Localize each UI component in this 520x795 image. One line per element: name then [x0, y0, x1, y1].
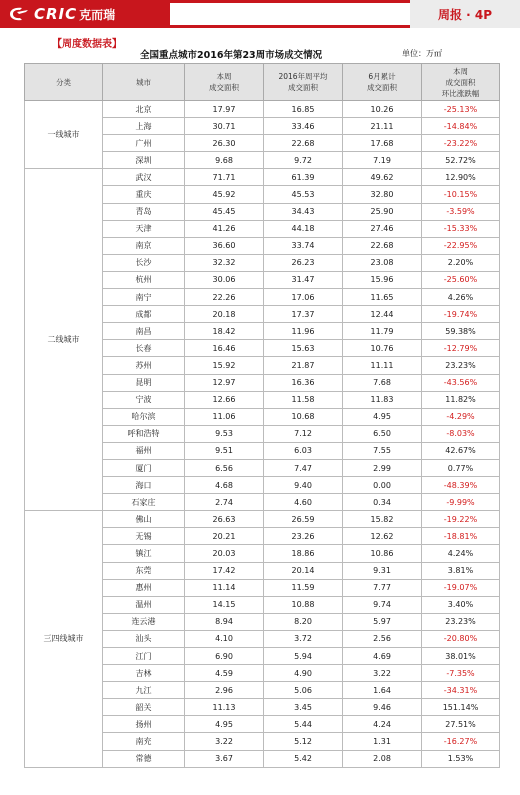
weekly-average-cell: 61.39 — [264, 169, 343, 186]
city-cell: 长春 — [103, 340, 185, 357]
june-cumulative-cell: 17.68 — [343, 135, 422, 152]
city-cell: 重庆 — [103, 186, 185, 203]
week-area-cell: 45.92 — [185, 186, 264, 203]
week-area-cell: 26.30 — [185, 135, 264, 152]
city-cell: 镇江 — [103, 545, 185, 562]
column-header-line: 分类 — [56, 77, 71, 87]
city-cell: 天津 — [103, 220, 185, 237]
june-cumulative-cell: 11.65 — [343, 289, 422, 306]
june-cumulative-cell: 10.86 — [343, 545, 422, 562]
june-cumulative-cell: 23.08 — [343, 254, 422, 271]
weekly-average-cell: 26.23 — [264, 254, 343, 271]
week-area-cell: 26.63 — [185, 511, 264, 528]
city-cell: 吉林 — [103, 665, 185, 682]
weekly-average-cell: 5.94 — [264, 648, 343, 665]
week-area-cell: 41.26 — [185, 220, 264, 237]
week-area-cell: 9.53 — [185, 425, 264, 442]
june-cumulative-cell: 7.68 — [343, 374, 422, 391]
city-cell: 南京 — [103, 237, 185, 254]
june-cumulative-cell: 7.77 — [343, 579, 422, 596]
city-cell: 南昌 — [103, 323, 185, 340]
weekly-average-cell: 17.37 — [264, 306, 343, 323]
table-row — [25, 511, 500, 528]
june-cumulative-cell: 2.56 — [343, 630, 422, 647]
weekly-average-cell: 9.72 — [264, 152, 343, 169]
city-cell: 昆明 — [103, 374, 185, 391]
june-cumulative-cell: 32.80 — [343, 186, 422, 203]
june-cumulative-cell: 9.46 — [343, 699, 422, 716]
week-area-cell: 6.90 — [185, 648, 264, 665]
logo-cn: 克而瑞 — [79, 7, 116, 22]
june-cumulative-cell: 15.96 — [343, 271, 422, 288]
column-header-line: 6月累计 — [368, 72, 396, 81]
city-cell: 九江 — [103, 682, 185, 699]
weekly-average-cell: 9.40 — [264, 477, 343, 494]
logo-swoosh-icon — [8, 6, 30, 22]
change-cell: -20.80% — [422, 630, 500, 647]
city-cell: 常德 — [103, 750, 185, 767]
june-cumulative-cell: 4.95 — [343, 408, 422, 425]
june-cumulative-cell: 22.68 — [343, 237, 422, 254]
category-cell: 二线城市 — [25, 169, 103, 511]
weekly-average-cell: 44.18 — [264, 220, 343, 237]
june-cumulative-cell: 11.83 — [343, 391, 422, 408]
week-area-cell: 4.10 — [185, 630, 264, 647]
week-area-cell: 6.56 — [185, 459, 264, 476]
change-cell: 12.90% — [422, 169, 500, 186]
city-cell: 宁波 — [103, 391, 185, 408]
week-area-cell: 11.13 — [185, 699, 264, 716]
week-area-cell: 3.67 — [185, 750, 264, 767]
week-area-cell: 4.59 — [185, 665, 264, 682]
weekly-average-cell: 22.68 — [264, 135, 343, 152]
city-cell: 哈尔滨 — [103, 408, 185, 425]
change-cell: -15.33% — [422, 220, 500, 237]
june-cumulative-cell: 2.08 — [343, 750, 422, 767]
change-cell: 151.14% — [422, 699, 500, 716]
city-cell: 南充 — [103, 733, 185, 750]
weekly-average-cell: 5.12 — [264, 733, 343, 750]
header-divider-band — [170, 3, 410, 25]
june-cumulative-cell: 49.62 — [343, 169, 422, 186]
column-header-line: 本周 — [453, 66, 468, 76]
weekly-average-cell: 33.74 — [264, 237, 343, 254]
city-cell: 武汉 — [103, 169, 185, 186]
unit-label: 单位：万㎡ — [402, 49, 442, 58]
week-area-cell: 4.68 — [185, 477, 264, 494]
week-area-cell: 22.26 — [185, 289, 264, 306]
city-cell: 杭州 — [103, 271, 185, 288]
change-cell: 4.26% — [422, 289, 500, 306]
june-cumulative-cell: 15.82 — [343, 511, 422, 528]
weekly-average-cell: 15.63 — [264, 340, 343, 357]
column-header-line: 本周 — [216, 72, 232, 81]
week-area-cell: 71.71 — [185, 169, 264, 186]
column-header-line: 环比涨跌幅 — [441, 88, 480, 98]
june-cumulative-cell: 0.00 — [343, 477, 422, 494]
column-header — [422, 64, 500, 101]
week-area-cell: 14.15 — [185, 596, 264, 613]
city-cell: 上海 — [103, 118, 185, 135]
week-area-cell: 45.45 — [185, 203, 264, 220]
week-area-cell: 12.97 — [185, 374, 264, 391]
june-cumulative-cell: 21.11 — [343, 118, 422, 135]
category-cell: 一线城市 — [25, 101, 103, 169]
weekly-average-cell: 16.85 — [264, 101, 343, 118]
week-area-cell: 2.96 — [185, 682, 264, 699]
column-header-line: 成交面积 — [209, 83, 239, 92]
week-area-cell: 15.92 — [185, 357, 264, 374]
city-cell: 扬州 — [103, 716, 185, 733]
city-cell: 佛山 — [103, 511, 185, 528]
change-cell: -43.56% — [422, 374, 500, 391]
change-cell: 42.67% — [422, 442, 500, 459]
weekly-average-cell: 4.60 — [264, 494, 343, 511]
city-cell: 江门 — [103, 648, 185, 665]
table-header-row — [25, 64, 500, 101]
weekly-average-cell: 3.72 — [264, 630, 343, 647]
week-area-cell: 20.03 — [185, 545, 264, 562]
city-cell: 广州 — [103, 135, 185, 152]
city-cell: 苏州 — [103, 357, 185, 374]
weekly-average-cell: 23.26 — [264, 528, 343, 545]
city-cell: 温州 — [103, 596, 185, 613]
june-cumulative-cell: 1.31 — [343, 733, 422, 750]
june-cumulative-cell: 5.97 — [343, 613, 422, 630]
weekly-average-cell: 11.96 — [264, 323, 343, 340]
week-area-cell: 11.06 — [185, 408, 264, 425]
transaction-table — [24, 63, 500, 768]
june-cumulative-cell: 10.76 — [343, 340, 422, 357]
june-cumulative-cell: 7.55 — [343, 442, 422, 459]
city-cell: 南宁 — [103, 289, 185, 306]
column-header — [343, 64, 422, 101]
june-cumulative-cell: 11.79 — [343, 323, 422, 340]
week-area-cell: 8.94 — [185, 613, 264, 630]
week-area-cell: 9.68 — [185, 152, 264, 169]
table-row — [25, 169, 500, 186]
june-cumulative-cell: 25.90 — [343, 203, 422, 220]
june-cumulative-cell: 27.46 — [343, 220, 422, 237]
change-cell: 0.77% — [422, 459, 500, 476]
june-cumulative-cell: 9.31 — [343, 562, 422, 579]
week-area-cell: 20.21 — [185, 528, 264, 545]
weekly-average-cell: 6.03 — [264, 442, 343, 459]
week-area-cell: 2.74 — [185, 494, 264, 511]
column-header — [103, 64, 185, 101]
change-cell: 3.40% — [422, 596, 500, 613]
week-area-cell: 9.51 — [185, 442, 264, 459]
weekly-average-cell: 11.59 — [264, 579, 343, 596]
column-header — [185, 64, 264, 101]
change-cell: -10.15% — [422, 186, 500, 203]
change-cell: -7.35% — [422, 665, 500, 682]
weekly-average-cell: 10.68 — [264, 408, 343, 425]
weekly-average-cell: 34.43 — [264, 203, 343, 220]
week-area-cell: 12.66 — [185, 391, 264, 408]
weekly-average-cell: 7.47 — [264, 459, 343, 476]
change-cell: -12.79% — [422, 340, 500, 357]
city-cell: 福州 — [103, 442, 185, 459]
june-cumulative-cell: 0.34 — [343, 494, 422, 511]
city-cell: 成都 — [103, 306, 185, 323]
weekly-average-cell: 7.12 — [264, 425, 343, 442]
week-area-cell: 11.14 — [185, 579, 264, 596]
week-area-cell: 20.18 — [185, 306, 264, 323]
week-area-cell: 17.97 — [185, 101, 264, 118]
city-cell: 长沙 — [103, 254, 185, 271]
week-area-cell: 30.06 — [185, 271, 264, 288]
change-cell: 2.20% — [422, 254, 500, 271]
change-cell: -19.22% — [422, 511, 500, 528]
week-area-cell: 32.32 — [185, 254, 264, 271]
table-title: 全国重点城市2016年第23周市场成交情况 — [140, 50, 323, 61]
header-title: 周报 · 4P — [437, 7, 493, 22]
city-cell: 惠州 — [103, 579, 185, 596]
column-header — [264, 64, 343, 101]
city-cell: 韶关 — [103, 699, 185, 716]
weekly-average-cell: 5.42 — [264, 750, 343, 767]
change-cell: -4.29% — [422, 408, 500, 425]
week-area-cell: 18.42 — [185, 323, 264, 340]
table-body — [25, 101, 500, 768]
week-area-cell: 16.46 — [185, 340, 264, 357]
city-cell: 青岛 — [103, 203, 185, 220]
june-cumulative-cell: 9.74 — [343, 596, 422, 613]
change-cell: 11.82% — [422, 391, 500, 408]
june-cumulative-cell: 10.26 — [343, 101, 422, 118]
week-area-cell: 4.95 — [185, 716, 264, 733]
weekly-average-cell: 8.20 — [264, 613, 343, 630]
category-cell: 三四线城市 — [25, 511, 103, 767]
weekly-average-cell: 45.53 — [264, 186, 343, 203]
change-cell: 23.23% — [422, 357, 500, 374]
change-cell: 27.51% — [422, 716, 500, 733]
change-cell: -19.74% — [422, 306, 500, 323]
change-cell: -48.39% — [422, 477, 500, 494]
column-header-line: 2016年周平均 — [278, 72, 328, 81]
city-cell: 汕头 — [103, 630, 185, 647]
city-cell: 无锡 — [103, 528, 185, 545]
june-cumulative-cell: 7.19 — [343, 152, 422, 169]
cric-logo — [8, 3, 158, 25]
change-cell: 59.38% — [422, 323, 500, 340]
weekly-average-cell: 5.44 — [264, 716, 343, 733]
city-cell: 石家庄 — [103, 494, 185, 511]
june-cumulative-cell: 4.24 — [343, 716, 422, 733]
change-cell: -16.27% — [422, 733, 500, 750]
city-cell: 北京 — [103, 101, 185, 118]
column-header — [25, 64, 103, 101]
change-cell: -8.03% — [422, 425, 500, 442]
change-cell: 3.81% — [422, 562, 500, 579]
change-cell: -23.22% — [422, 135, 500, 152]
change-cell: -19.07% — [422, 579, 500, 596]
weekly-average-cell: 17.06 — [264, 289, 343, 306]
change-cell: -9.99% — [422, 494, 500, 511]
weekly-average-cell: 5.06 — [264, 682, 343, 699]
change-cell: -18.81% — [422, 528, 500, 545]
city-cell: 海口 — [103, 477, 185, 494]
weekly-average-cell: 11.58 — [264, 391, 343, 408]
weekly-average-cell: 16.36 — [264, 374, 343, 391]
june-cumulative-cell: 12.44 — [343, 306, 422, 323]
column-header-line: 成交面积 — [367, 83, 397, 92]
change-cell: -22.95% — [422, 237, 500, 254]
weekly-average-cell: 33.46 — [264, 118, 343, 135]
june-cumulative-cell: 11.11 — [343, 357, 422, 374]
city-cell: 呼和浩特 — [103, 425, 185, 442]
column-header-line: 成交面积 — [288, 83, 318, 92]
week-area-cell: 3.22 — [185, 733, 264, 750]
june-cumulative-cell: 6.50 — [343, 425, 422, 442]
week-area-cell: 36.60 — [185, 237, 264, 254]
weekly-average-cell: 31.47 — [264, 271, 343, 288]
change-cell: -3.59% — [422, 203, 500, 220]
weekly-average-cell: 4.90 — [264, 665, 343, 682]
table-row — [25, 101, 500, 118]
june-cumulative-cell: 3.22 — [343, 665, 422, 682]
weekly-average-cell: 21.87 — [264, 357, 343, 374]
change-cell: 52.72% — [422, 152, 500, 169]
weekly-average-cell: 26.59 — [264, 511, 343, 528]
change-cell: 1.53% — [422, 750, 500, 767]
column-header-line: 成交面积 — [445, 77, 476, 87]
change-cell: 4.24% — [422, 545, 500, 562]
weekly-average-cell: 18.86 — [264, 545, 343, 562]
june-cumulative-cell: 4.69 — [343, 648, 422, 665]
week-area-cell: 30.71 — [185, 118, 264, 135]
weekly-average-cell: 20.14 — [264, 562, 343, 579]
column-header-line: 城市 — [136, 77, 151, 87]
change-cell: -34.31% — [422, 682, 500, 699]
city-cell: 东莞 — [103, 562, 185, 579]
city-cell: 连云港 — [103, 613, 185, 630]
june-cumulative-cell: 1.64 — [343, 682, 422, 699]
weekly-average-cell: 10.88 — [264, 596, 343, 613]
header-title-box — [410, 0, 520, 28]
section-label: 【周度数据表】 — [52, 39, 122, 50]
change-cell: 23.23% — [422, 613, 500, 630]
logo-text: CRIC — [34, 5, 78, 23]
change-cell: -25.13% — [422, 101, 500, 118]
change-cell: 38.01% — [422, 648, 500, 665]
city-cell: 厦门 — [103, 459, 185, 476]
city-cell: 深圳 — [103, 152, 185, 169]
week-area-cell: 17.42 — [185, 562, 264, 579]
change-cell: -25.60% — [422, 271, 500, 288]
weekly-average-cell: 3.45 — [264, 699, 343, 716]
june-cumulative-cell: 12.62 — [343, 528, 422, 545]
page-header — [0, 0, 520, 28]
june-cumulative-cell: 2.99 — [343, 459, 422, 476]
change-cell: -14.84% — [422, 118, 500, 135]
